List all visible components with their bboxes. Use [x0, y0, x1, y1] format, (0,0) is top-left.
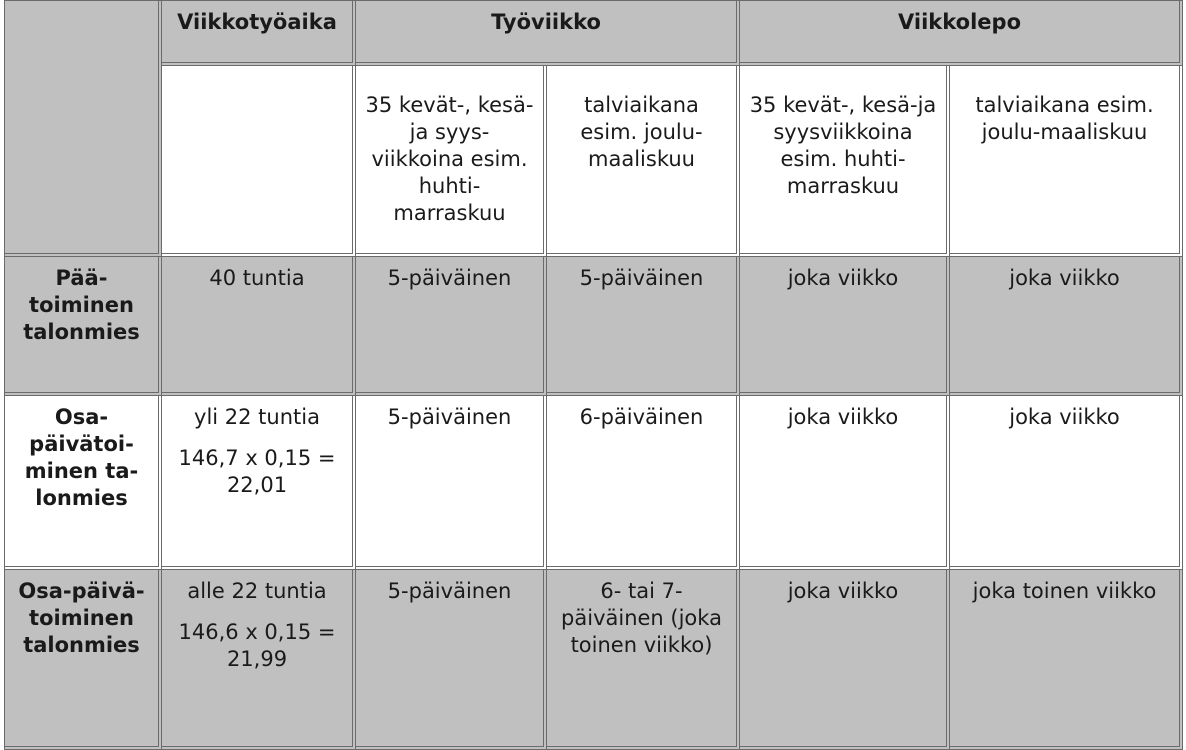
row-rest-winter: joka viikko	[950, 396, 1183, 570]
header-work-week: Työviikko	[356, 1, 740, 66]
row-hours	[162, 257, 356, 396]
row-rest-season: joka viikko	[740, 570, 950, 750]
corner-cell	[5, 1, 162, 257]
subheader-empty	[162, 66, 356, 257]
subheader-rest-season: 35 kevät-, kesä-ja syysviikkoina esim. huhti-marraskuu	[740, 66, 950, 257]
subheader-work-week-winter: talviaikana esim. joulu-maaliskuu	[547, 66, 740, 257]
subheader-work-week-season: 35 kevät-, kesä- ja syys-viikkoina esim. huhti-marraskuu	[356, 66, 547, 257]
subheader-rest-winter: talviaikana esim. joulu-maaliskuu	[950, 66, 1183, 257]
hours-calculation: 146,7 x 0,15 = 22,01	[178, 446, 336, 497]
table-row	[5, 257, 1183, 396]
row-work-winter: 6- tai 7-päiväinen (joka toinen viikko)	[547, 570, 740, 750]
hours-value: yli 22 tuntia	[194, 405, 320, 429]
table-row	[5, 570, 1183, 750]
row-label: Pää-toiminen talonmies	[5, 257, 162, 396]
work-schedule-table	[4, 0, 1183, 750]
row-work-season: 5-päiväinen	[356, 570, 547, 750]
subheader-row	[5, 66, 1183, 257]
row-rest-season: joka viikko	[740, 396, 950, 570]
row-work-season: 5-päiväinen	[356, 396, 547, 570]
header-weekly-hours: Viikkotyöaika	[162, 1, 356, 66]
row-hours	[162, 396, 356, 570]
hours-calculation: 146,6 x 0,15 = 21,99	[178, 620, 336, 671]
row-work-season: 5-päiväinen	[356, 257, 547, 396]
row-work-winter: 6-päiväinen	[547, 396, 740, 570]
table-row	[5, 396, 1183, 570]
row-label: Osa-päivätoi-minen ta-lonmies	[5, 396, 162, 570]
row-rest-winter: joka viikko	[950, 257, 1183, 396]
row-rest-winter: joka toinen viikko	[950, 570, 1183, 750]
header-row	[5, 1, 1183, 66]
header-weekly-rest: Viikkolepo	[740, 1, 1183, 66]
hours-value: alle 22 tuntia	[187, 579, 327, 603]
row-label: Osa-päivä-toiminen talonmies	[5, 570, 162, 750]
hours-value: 40 tuntia	[209, 266, 305, 290]
row-hours	[162, 570, 356, 750]
row-rest-season: joka viikko	[740, 257, 950, 396]
row-work-winter: 5-päiväinen	[547, 257, 740, 396]
